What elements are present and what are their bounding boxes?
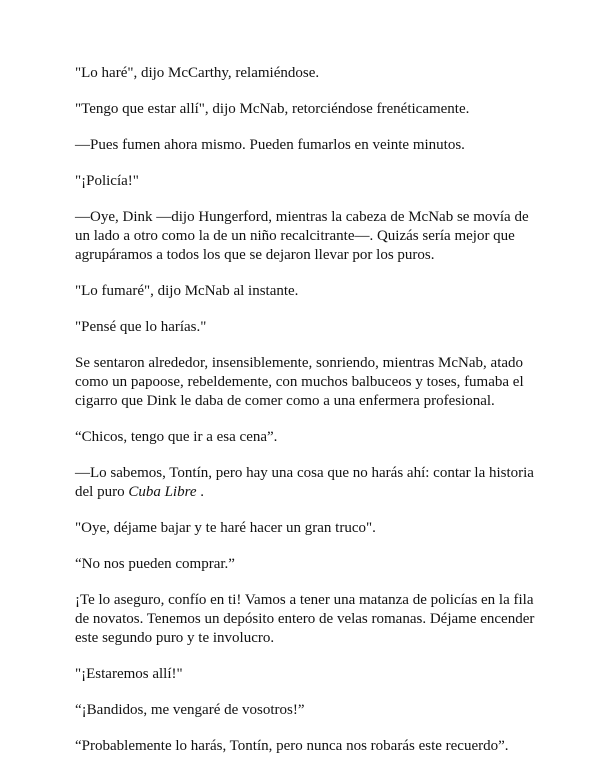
paragraph: "Tengo que estar allí", dijo McNab, retorciéndose frenéticamente. xyxy=(75,101,470,117)
paragraph-text-before: —Lo sabemos, Tontín, pero hay una cosa que no harás ahí: contar la historia del puro xyxy=(75,465,534,500)
paragraph: —Oye, Dink —dijo Hungerford, mientras la cabeza de McNab se movía de un lado a otro como la de un niño recalcitrante—. Quizás sería mejor que agrupáramos a todos los que se dejaron llevar por los puros. xyxy=(75,209,529,263)
paragraph: “Chicos, tengo que ir a esa cena”. xyxy=(75,429,278,445)
paragraph: "Lo haré", dijo McCarthy, relamiéndose. xyxy=(75,65,320,81)
paragraph: "¡Estaremos allí!" xyxy=(75,666,183,682)
paragraph: "Lo fumaré", dijo McNab al instante. xyxy=(75,283,299,299)
paragraph: Se sentaron alrededor, insensiblemente, sonriendo, mientras McNab, atado como un papoose, rebeldemente, con muchos balbuceos y toses, fumaba el cigarro que Dink le daba de comer como a una enfermera profesional. xyxy=(75,355,524,409)
paragraph: "Oye, déjame bajar y te haré hacer un gran truco". xyxy=(75,520,376,536)
paragraph: "¡Policía!" xyxy=(75,173,139,189)
paragraph: “¡Bandidos, me vengaré de vosotros!” xyxy=(75,702,305,718)
document-page xyxy=(75,64,535,773)
italic-title: Cuba Libre xyxy=(128,484,197,500)
paragraph: “Probablemente lo harás, Tontín, pero nunca nos robarás este recuerdo”. xyxy=(75,738,509,754)
paragraph-text-after: . xyxy=(196,484,205,500)
paragraph: —Pues fumen ahora mismo. Pueden fumarlos en veinte minutos. xyxy=(75,137,465,153)
paragraph: “No nos pueden comprar.” xyxy=(75,556,235,572)
paragraph: "Pensé que lo harías." xyxy=(75,319,207,335)
paragraph: ¡Te lo aseguro, confío en ti! Vamos a tener una matanza de policías en la fila de novatos. Tenemos un depósito entero de velas romanas. Déjame encender este segundo puro y te involucro. xyxy=(75,592,535,646)
paragraph-with-italic xyxy=(75,464,535,502)
